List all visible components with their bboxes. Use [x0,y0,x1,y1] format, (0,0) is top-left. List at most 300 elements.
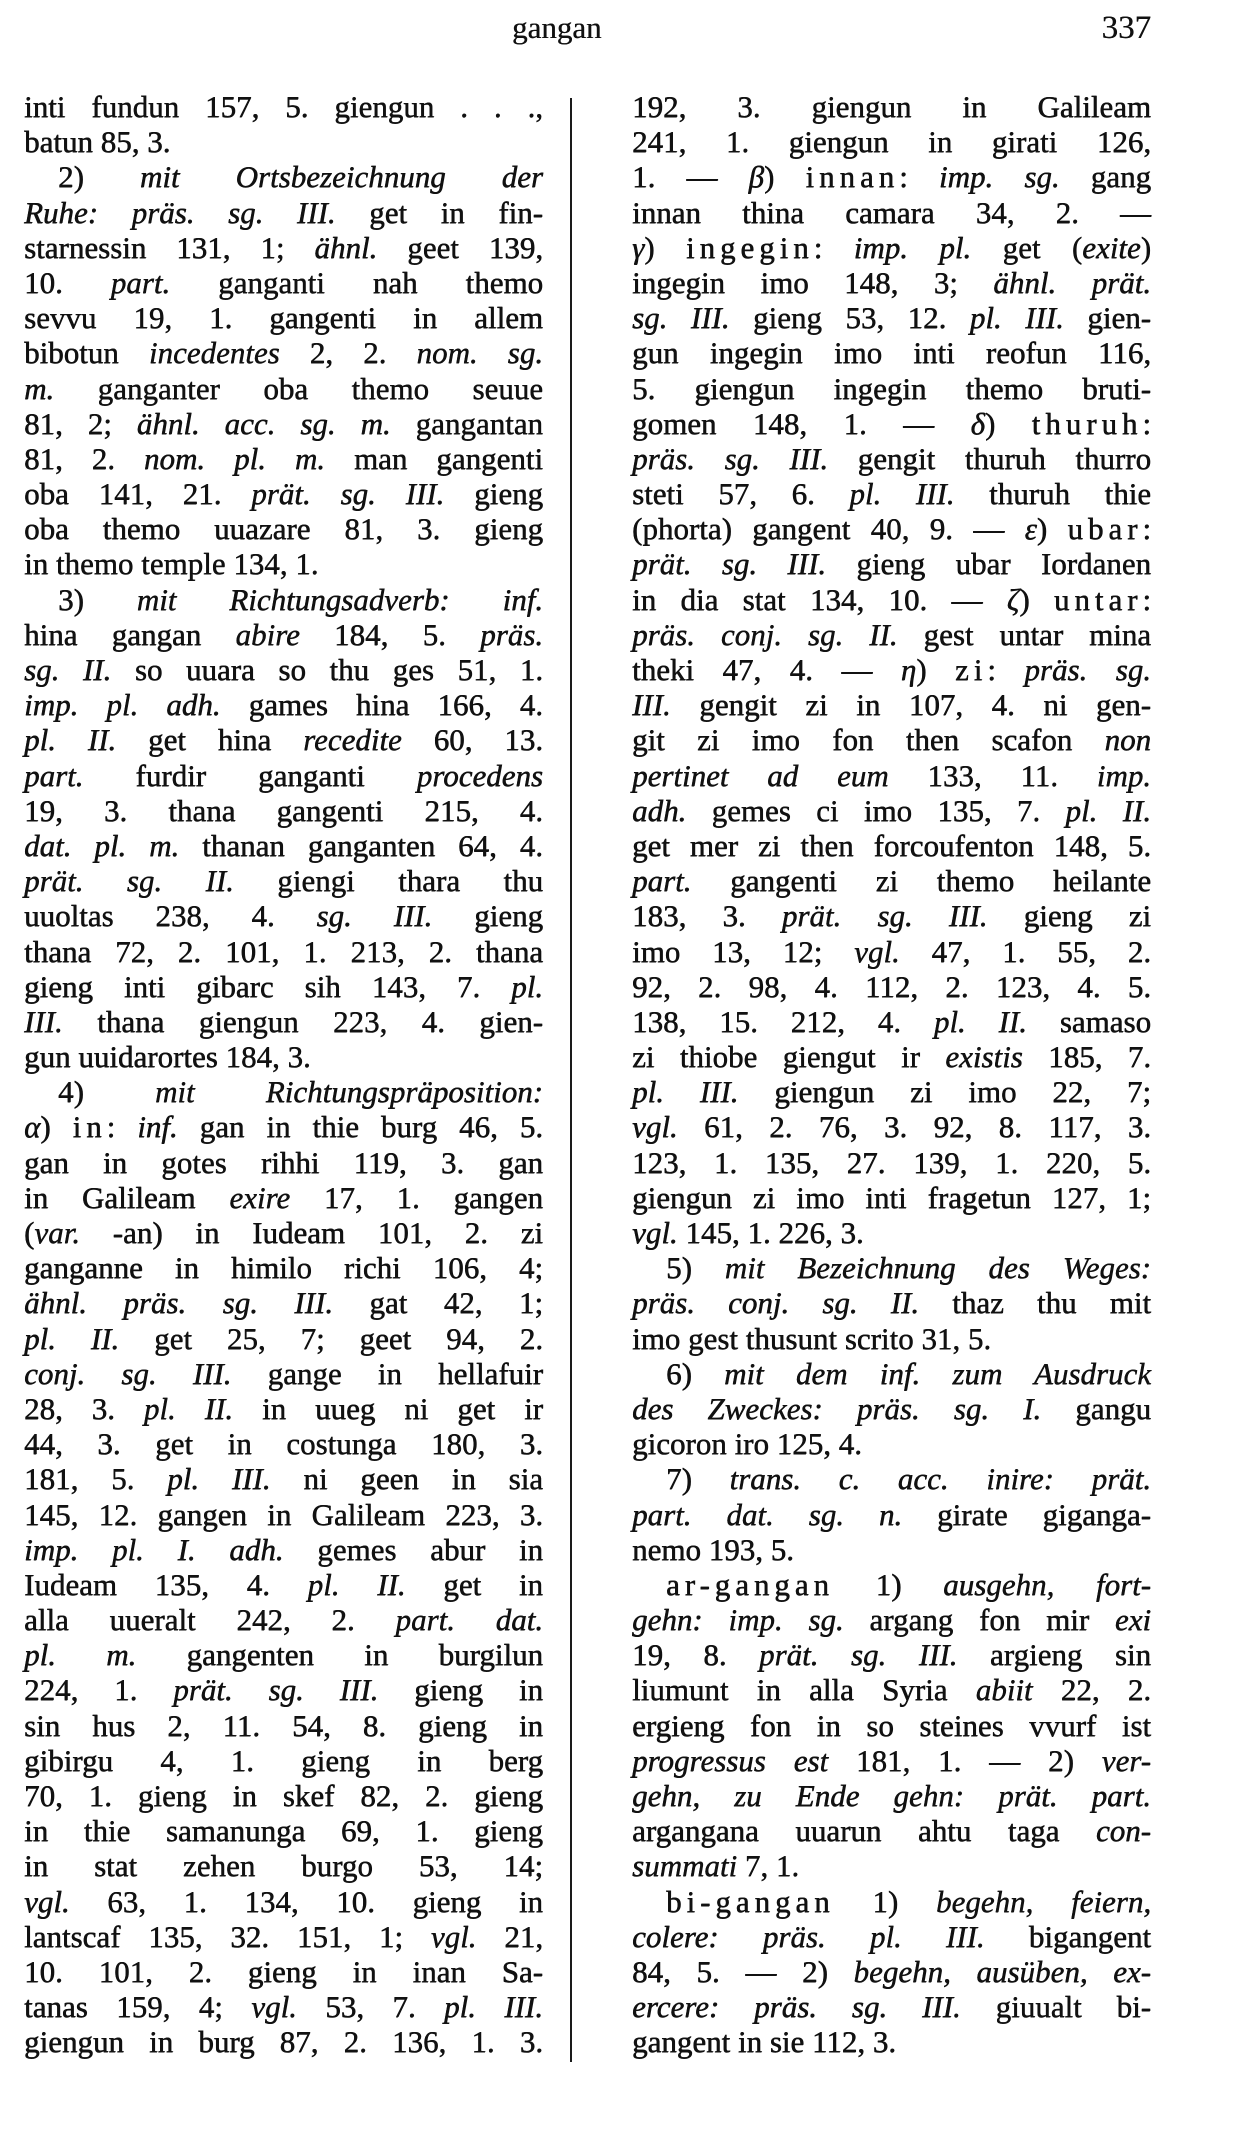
text-segment: 185, 7. [1022,1039,1152,1075]
spaced-headword: innan [805,159,900,195]
italic-text: vgl. [24,1883,70,1919]
spaced-headword: ar-gangan [666,1566,834,1602]
text-line [24,1497,543,1532]
text-line [632,2024,1151,2059]
text-segment: ( [24,1215,35,1250]
italic-text: procedens [416,757,543,793]
text-line [632,300,1151,335]
text-segment: giengi thara thu [233,863,543,899]
text-line [24,1391,543,1426]
italic-text: sg. II. [24,652,112,687]
text-line [24,1532,543,1567]
text-segment: 145, 12. gangen in Galileam 223, 3. [24,1496,543,1532]
text-line [24,1602,543,1637]
spaced-headword: ubar [1067,511,1143,547]
text-segment: 47, 1. 55, 2. [899,933,1152,969]
text-line [632,1497,1151,1532]
left-column [24,89,543,2060]
italic-text: part. dat. [395,1602,544,1638]
text-segment: ) [984,405,1032,441]
text-line [632,793,1151,828]
text-line [632,1778,1151,1813]
text-line [24,546,543,581]
text-segment: gat 42, 1; [333,1285,543,1321]
text-segment: gang [1059,159,1151,195]
italic-text: trans. c. acc. inire: prät. [729,1461,1152,1497]
italic-text: inf. [137,1109,178,1145]
text-line [632,1356,1151,1391]
text-line [24,687,543,722]
text-line [632,1461,1151,1496]
spaced-headword: thuruh [1031,405,1143,441]
italic-text: präs. conj. sg. II. [632,1285,920,1321]
italic-text: des Zweckes: präs. sg. I. [632,1390,1042,1426]
text-segment: git zi imo fon then scafon [632,722,1105,758]
text-segment: 1) [833,1566,944,1602]
text-segment: in themo temple 134, 1. [24,546,319,582]
spaced-headword: ingegin [685,229,814,265]
text-segment: liumunt in alla Syria [632,1672,976,1708]
text-line [632,1321,1151,1356]
text-line [24,300,543,335]
text-segment: 4) [58,1074,155,1110]
text-segment: gibirgu 4, 1. gieng in berg [24,1742,543,1778]
text-line [24,1461,543,1496]
text-segment: : [1142,581,1151,617]
text-line [632,511,1151,546]
text-line [24,1074,543,1109]
text-line [632,934,1151,969]
italic-text: Ruhe: präs. sg. III. [24,194,336,230]
text-line [632,758,1151,793]
text-line [24,1250,543,1285]
text-line [24,1109,543,1144]
text-segment: Iudeam 135, 4. [24,1566,308,1602]
text-line [632,687,1151,722]
text-line [24,1637,543,1672]
italic-text: sg. III. [632,300,730,336]
text-line [24,898,543,933]
text-segment: 21, [476,1918,543,1954]
text-segment: giengun in burg 87, 2. 136, 1. 3. [24,2024,543,2060]
text-segment: get mer zi then forcoufenton 148, 5. [632,827,1151,863]
text-line [632,1532,1151,1567]
text-segment: 181, 1. — 2) [828,1742,1102,1778]
text-segment: gangent in sie 112, 3. [632,2024,897,2060]
text-line [24,159,543,194]
text-segment: in uueg ni get ir [233,1390,544,1426]
text-segment: gomen 148, 1. — [632,405,971,441]
italic-text: γ [632,229,645,265]
italic-text: mit Bezeichnung des Weges: [724,1250,1151,1286]
text-segment: get hina [116,722,304,758]
italic-text: dat. pl. m. [24,827,180,863]
italic-text: var. [34,1215,80,1250]
italic-text: pl. II. [1065,792,1151,828]
text-line [632,1743,1151,1778]
italic-text: incedentes [148,335,280,371]
text-line [24,582,543,617]
text-line [24,1567,543,1602]
text-line [632,1637,1151,1672]
text-segment: gemes abur in [283,1531,544,1567]
italic-text: imp. pl. [853,229,972,265]
text-segment: gangenten in burgilun [136,1637,543,1673]
text-line [632,828,1151,863]
italic-text: con- [1095,1813,1151,1849]
italic-text: vgl. [632,1109,678,1145]
text-segment: 138, 15. 212, 4. [632,1003,934,1039]
text-line [24,1954,543,1989]
text-line [632,1004,1151,1039]
italic-text: colere: präs. pl. III. [632,1918,985,1954]
text-segment: gangantan [390,405,543,441]
text-line [632,1813,1151,1848]
text-segment: 10. [24,264,111,300]
text-segment: 224, 1. [24,1672,174,1708]
italic-text: nom. pl. m. [143,440,325,476]
italic-text: mit Richtungsadverb: inf. [136,581,544,617]
italic-text: begehn, ausüben, ex- [853,1953,1151,1989]
text-line [24,1145,543,1180]
text-line [632,898,1151,933]
text-segment: 53, 7. [296,1989,445,2025]
italic-text: part. [632,863,692,899]
text-line [632,617,1151,652]
text-segment: games hina 166, 4. [220,687,543,723]
italic-text: vgl. [251,1989,297,2025]
text-line [24,1215,543,1250]
text-line [632,406,1151,441]
italic-text: vgl. [632,1215,678,1250]
text-segment: imo gest thusunt scrito 31, 5. [632,1320,992,1356]
italic-text: pl. II. [307,1566,406,1602]
spaced-headword: zi [954,652,988,687]
text-line [24,1743,543,1778]
text-segment: : [1142,511,1151,547]
italic-text: pl. III. [969,300,1064,336]
italic-text: prät. sg. III. [781,898,988,934]
text-segment: 145, 1. 226, 3. [677,1215,864,1250]
text-segment: sevvu 19, 1. gangenti in allem [24,300,543,336]
text-segment: 10. 101, 2. gieng in inan Sa- [24,1953,543,1989]
text-segment: giuualt bi- [960,1989,1151,2025]
text-line [24,1426,543,1461]
text-segment: ) [40,1109,73,1145]
italic-text: präs. sg. III. [632,440,829,476]
italic-text: pl. [511,968,543,1004]
italic-text: part. dat. sg. n. [632,1496,903,1532]
text-segment: ) [763,159,806,195]
text-segment: 2, 2. [279,335,417,371]
italic-text: III. [632,687,671,723]
italic-text: progressus est [632,1742,829,1778]
right-column [632,89,1151,2060]
italic-text: pl. m. [24,1637,137,1673]
italic-text: mit dem inf. zum Ausdruck [724,1355,1151,1391]
text-segment: gengit thuruh thurro [828,440,1151,476]
text-line [632,1109,1151,1144]
text-segment: steti 57, 6. [632,476,850,512]
text-segment: 192, 3. giengun in Galileam [632,89,1151,124]
italic-text: adh. [632,792,687,828]
text-line [24,863,543,898]
text-line [24,1285,543,1320]
text-line [632,1567,1151,1602]
italic-text: recedite [303,722,402,758]
text-segment: samaso [1026,1003,1151,1039]
text-line [632,1426,1151,1461]
text-line [24,1708,543,1743]
text-line [632,1919,1151,1954]
italic-text: imp. pl. I. adh. [24,1531,284,1567]
text-segment: : [987,652,1025,687]
text-line [632,1074,1151,1109]
text-line [632,1180,1151,1215]
italic-text: mit Richtungspräposition: [154,1074,543,1110]
text-segment: 1) [834,1883,936,1919]
italic-text: non [1104,722,1151,758]
text-line [632,863,1151,898]
italic-text: δ [970,405,985,441]
text-segment: gun uuidarortes 184, 3. [24,1039,311,1075]
text-segment: : [899,159,939,195]
text-segment: 3) [58,581,137,617]
spaced-headword: untar [1053,581,1143,617]
text-segment: gien- [1063,300,1151,336]
italic-text: ver- [1101,1742,1151,1778]
text-segment: gieng [432,898,543,934]
text-segment: girate giganga- [902,1496,1151,1532]
text-segment: argangana uuarun ahtu taga [632,1813,1096,1849]
text-segment: 17, 1. gangen [290,1179,543,1215]
italic-text: imp. sg. [938,159,1060,195]
text-segment: 70, 1. gieng in skef 82, 2. gieng [24,1778,543,1813]
italic-text: existis [945,1039,1023,1075]
text-line [24,406,543,441]
text-line [632,159,1151,194]
text-segment: in thie samanunga 69, 1. gieng [24,1813,543,1849]
text-segment: bigangent [984,1918,1152,1954]
column-divider [570,98,572,2062]
text-segment: argang fon mir [843,1602,1115,1638]
text-segment: thana 72, 2. 101, 1. 213, 2. thana [24,933,543,969]
text-line [632,546,1151,581]
text-line [632,265,1151,300]
text-segment: 2) [58,159,140,195]
text-segment: gan in gotes rihhi 119, 3. gan [24,1144,543,1180]
italic-text: conj. sg. III. [24,1355,232,1391]
text-segment: 60, 13. [401,722,544,758]
text-segment: ) [1140,229,1152,265]
italic-text: präs. conj. sg. II. [632,616,898,652]
text-line [632,652,1151,687]
italic-text: pertinet ad eum [632,757,889,793]
text-segment: gangu [1041,1390,1151,1426]
text-segment: gieng 53, 12. [729,300,970,336]
spaced-headword: bi-gangan [666,1883,835,1919]
italic-text: ζ [1006,581,1020,617]
italic-text: pl. III. [632,1074,739,1110]
text-segment: gicoron iro 125, 4. [632,1426,862,1462]
italic-text: summati [632,1848,738,1884]
text-segment: ) [1019,581,1054,617]
italic-text: prät. sg. III. [173,1672,379,1708]
text-segment: alla uueralt 242, 2. [24,1602,396,1638]
text-segment: ganganne in himilo richi 106, 4; [24,1250,543,1286]
text-segment: gange in hellafuir [231,1355,543,1391]
text-segment: gan in thie burg 46, 5. [177,1109,543,1145]
text-line [632,1250,1151,1285]
text-segment: hina gangan [24,616,236,652]
text-line [24,969,543,1004]
italic-text: exi [1114,1602,1151,1638]
text-segment: get in fin- [335,194,543,230]
text-line [24,371,543,406]
text-line [632,89,1151,124]
italic-text: ausgehn, fort- [943,1566,1152,1602]
text-segment: gieng in [378,1672,543,1708]
text-line [24,828,543,863]
text-line [24,265,543,300]
text-line [24,1884,543,1919]
text-segment: gemes ci imo 135, 7. [686,792,1066,828]
text-segment: (phorta) gangent 40, 9. — [632,511,1025,547]
text-segment: in stat zehen burgo 53, 14; [24,1848,543,1884]
text-segment: 5. giengun ingegin themo bruti- [632,370,1151,406]
text-line [24,1989,543,2024]
text-segment: 181, 5. [24,1461,168,1497]
text-segment: 19, 3. thana gangenti 215, 4. [24,792,543,828]
text-segment: inti fundun 157, 5. giengun . . ., [24,89,543,124]
text-segment: ergieng fon in so steines vvurf ist [632,1707,1151,1743]
italic-text: mit Ortsbezeichnung der [139,159,543,195]
text-segment: 19, 8. [632,1637,759,1673]
text-segment: oba 141, 21. [24,476,252,512]
italic-text: gehn: imp. sg. [632,1602,844,1638]
italic-text: begehn, feiern, [935,1883,1152,1919]
text-line [24,441,543,476]
text-segment: 1. — [632,159,749,195]
text-segment: 7, 1. [737,1848,800,1884]
text-segment: : [813,229,854,265]
italic-text: α [24,1109,41,1145]
text-segment: ni geen in sia [270,1461,543,1497]
text-segment: 63, 1. 134, 10. gieng in [69,1883,543,1919]
text-line [24,195,543,230]
text-segment: : [106,1109,138,1145]
italic-text: m. [24,370,55,406]
text-segment: in dia stat 134, 10. — [632,581,1007,617]
text-line [24,476,543,511]
text-segment: theki 47, 4. — [632,652,901,687]
spaced-headword: in [72,1109,107,1145]
italic-text: imp. [1096,757,1151,793]
text-segment: 5) [666,1250,725,1286]
text-segment: 22, 2. [1032,1672,1151,1708]
text-line [632,1954,1151,1989]
text-segment: uuoltas 238, 4. [24,898,317,934]
text-segment: gangenti zi themo heilante [691,863,1151,899]
text-line [632,1989,1151,2024]
text-segment: in Galileam [24,1179,230,1215]
text-segment: ganganter oba themo seuue [54,370,543,406]
text-line [24,511,543,546]
text-segment: ) [644,229,686,265]
italic-text: imp. pl. adh. [24,687,221,723]
text-line [24,1039,543,1074]
text-segment: ) [916,652,955,687]
text-segment: gun ingegin imo inti reofun 116, [632,335,1151,371]
text-segment: tanas 159, 4; [24,1989,252,2025]
italic-text: präs. sg. [1024,652,1151,687]
text-line [632,1285,1151,1320]
italic-text: gehn, zu Ende gehn: prät. part. [632,1778,1151,1813]
italic-text: prät. sg. II. [24,863,234,899]
text-segment: thanan ganganten 64, 4. [179,827,543,863]
text-line [24,124,543,159]
text-segment: gest untar mina [897,616,1151,652]
text-line [24,230,543,265]
text-segment: innan thina camara 34, 2. — [632,194,1151,230]
text-line [632,1215,1151,1250]
text-line [24,934,543,969]
text-segment: 183, 3. [632,898,782,934]
text-segment: : [1142,405,1151,441]
text-segment: ) [1036,511,1068,547]
text-segment: bibotun [24,335,149,371]
italic-text: prät. sg. III. [758,1637,958,1673]
text-line [632,1145,1151,1180]
text-line [632,124,1151,159]
text-segment: gengit zi in 107, 4. ni gen- [670,687,1151,723]
text-line [632,1391,1151,1426]
text-segment: 123, 1. 135, 27. 139, 1. 220, 5. [632,1144,1151,1180]
italic-text: pl. II. [24,722,117,758]
text-segment: starnessin 131, 1; [24,229,315,265]
text-line [24,335,543,370]
text-segment: zi thiobe giengut ir [632,1039,946,1075]
italic-text: nom. sg. [416,335,544,371]
text-segment: giengun zi imo 22, 7; [738,1074,1151,1110]
text-segment: oba themo uuazare 81, 3. gieng [24,511,543,547]
italic-text: prät. sg. III. [251,476,445,512]
text-segment: gieng [444,476,543,512]
text-line [632,230,1151,265]
text-segment: nemo 193, 5. [632,1531,794,1567]
text-segment: 81, 2. [24,440,144,476]
text-line [24,1919,543,1954]
text-line [24,1321,543,1356]
italic-text: sg. III. [316,898,433,934]
text-segment: 6) [666,1355,725,1391]
text-line [24,1356,543,1391]
italic-text: ähnl. prät. [993,264,1151,300]
text-segment: geet 139, [377,229,543,265]
text-segment: get 25, 7; geet 94, 2. [119,1320,543,1356]
text-segment: thuruh thie [954,476,1151,512]
text-line [632,582,1151,617]
text-segment: batun 85, 3. [24,124,171,160]
italic-text: ähnl. präs. sg. III. [24,1285,334,1321]
italic-text: part. [24,757,84,793]
running-head: gangan [512,10,602,45]
text-segment: 84, 5. — 2) [632,1953,854,1989]
italic-text: β [748,159,764,195]
text-line [632,969,1151,1004]
italic-text: pl. III. [849,476,955,512]
text-segment: 184, 5. [299,616,481,652]
